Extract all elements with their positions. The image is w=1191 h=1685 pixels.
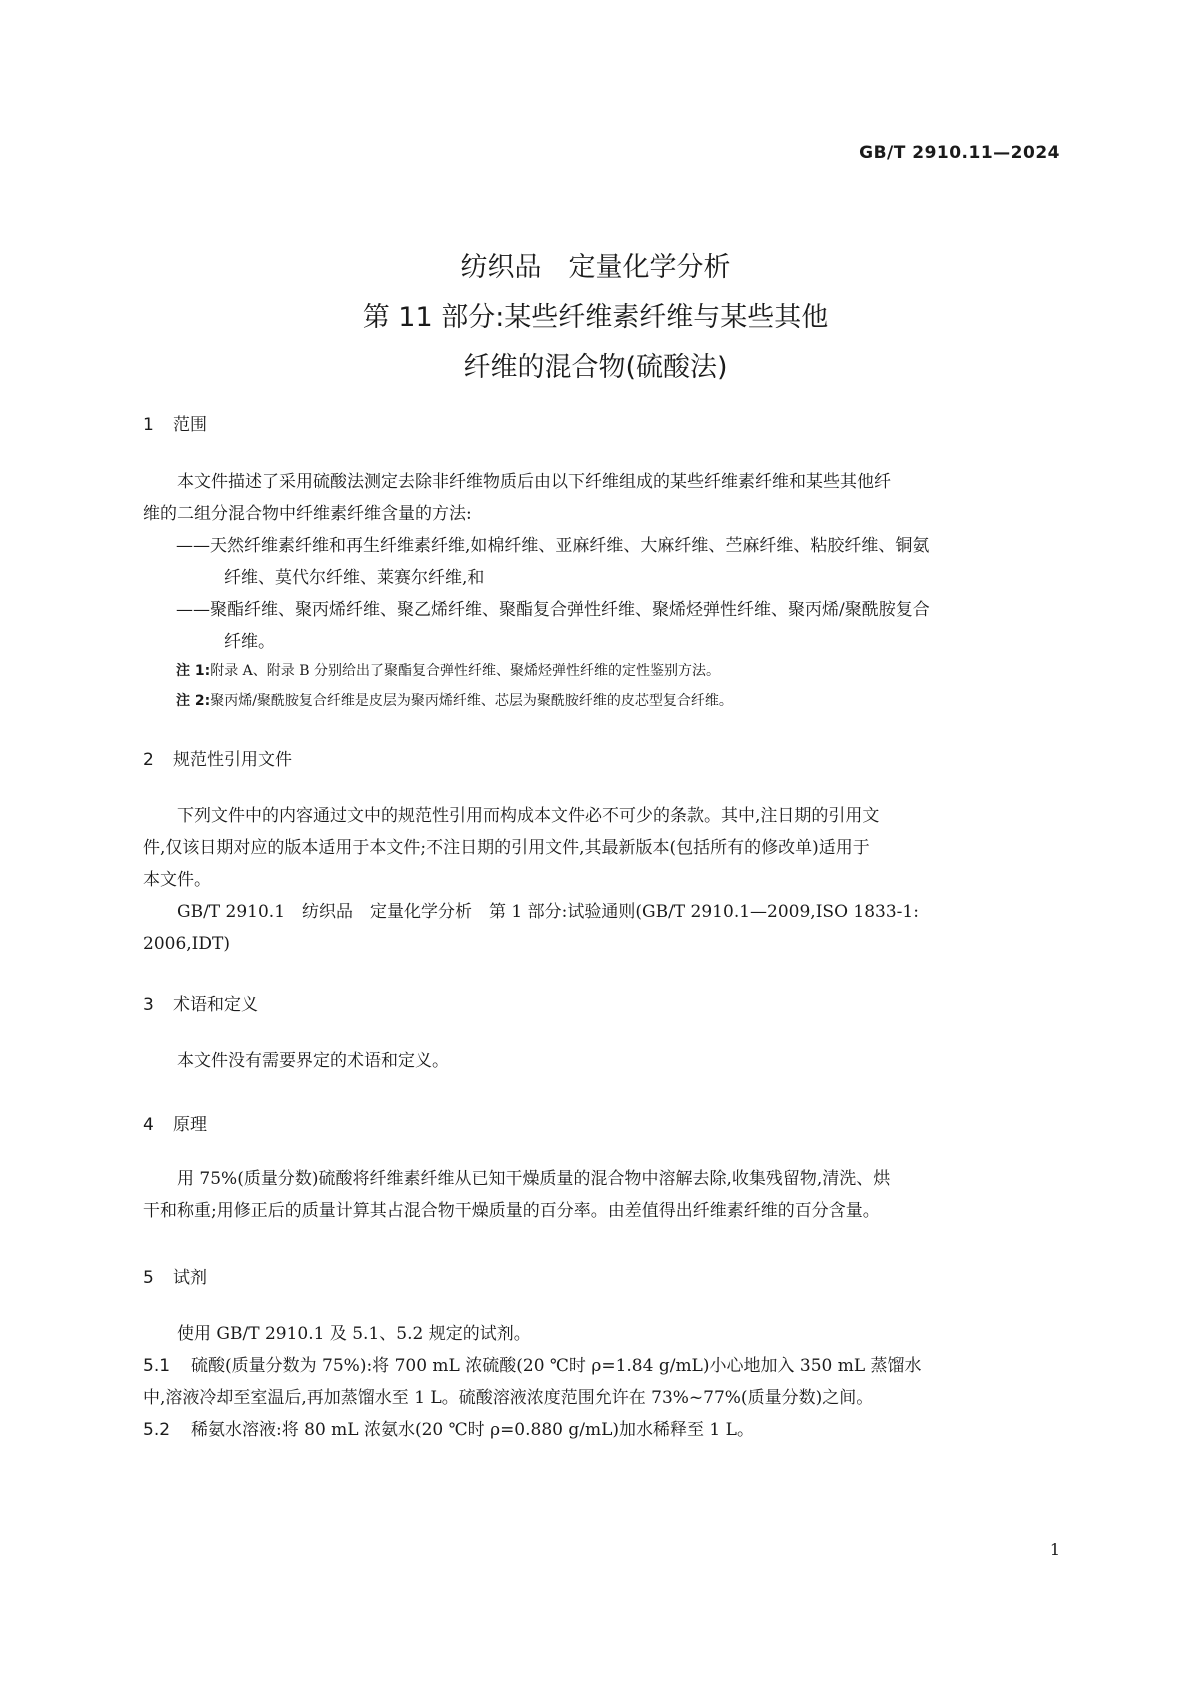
section-5-heading [143,1263,207,1288]
note-text: 聚丙烯/聚酰胺复合纤维是皮层为聚丙烯纤维、芯层为聚酰胺纤维的皮芯型复合纤维。 [210,693,733,709]
note-label: 注 1: [176,663,211,679]
note-1 [176,660,720,680]
paragraph-line: 本文件。 [143,870,211,890]
note-text: 附录 A、附录 B 分别给出了聚酯复合弹性纤维、聚烯烃弹性纤维的定性鉴别方法。 [210,663,720,679]
paragraph-line: 使用 GB/T 2910.1 及 5.1、5.2 规定的试剂。 [177,1324,531,1344]
title-line-3: 纤维的混合物(硫酸法) [463,352,728,383]
principle-paragraph [143,1163,1061,1227]
list-line: ——天然纤维素纤维和再生纤维素纤维,如棉纤维、亚麻纤维、大麻纤维、苎麻纤维、粘胶纤维、铜氨 [176,536,930,556]
subclause-line: 中,溶液冷却至室温后,再加蒸馏水至 1 L。硫酸溶液浓度范围允许在 73%~77%(质量分数)之间。 [143,1388,874,1408]
scope-list-item-1 [176,530,1061,594]
section-4-heading [143,1110,207,1135]
document-title [0,243,1191,393]
paragraph-line: 维的二组分混合物中纤维素纤维含量的方法: [143,504,472,524]
section-title: 范围 [173,415,207,435]
page-number: 1 [1049,1540,1060,1559]
paragraph-line: 用 75%(质量分数)硫酸将纤维素纤维从已知干燥质量的混合物中溶解去除,收集残留物,清洗、烘 [177,1169,891,1189]
reference-line: 2006,IDT) [143,934,230,954]
note-2 [176,690,733,710]
reference-line: GB/T 2910.1 纺织品 定量化学分析 第 1 部分:试验通则(GB/T 2910.1—2009,ISO 1833-1: [177,902,919,922]
paragraph-line: 下列文件中的内容通过文中的规范性引用而构成本文件必不可少的条款。其中,注日期的引用文 [177,806,880,826]
subclause-line: 硫酸(质量分数为 75%):将 700 mL 浓硫酸(20 ℃时 ρ=1.84 g/mL)小心地加入 350 mL 蒸馏水 [191,1356,922,1376]
section-number: 2 [143,750,154,770]
subclause-line: 稀氨水溶液:将 80 mL 浓氨水(20 ℃时 ρ=0.880 g/mL)加水稀释至 1 L。 [191,1420,754,1440]
paragraph-line: 干和称重;用修正后的质量计算其占混合物干燥质量的百分率。由差值得出纤维素纤维的百分含量。 [143,1201,880,1221]
list-line: ——聚酯纤维、聚丙烯纤维、聚乙烯纤维、聚酯复合弹性纤维、聚烯烃弹性纤维、聚丙烯/聚酰胺复合 [176,600,930,620]
section-number: 3 [143,995,154,1015]
section-number: 4 [143,1115,154,1135]
reagents-paragraph [143,1318,1061,1350]
section-title: 术语和定义 [173,995,258,1015]
terms-paragraph [143,1045,1061,1077]
list-line: 纤维。 [224,632,275,652]
standard-code: GB/T 2910.11—2024 [859,143,1060,163]
subclause-number: 5.1 [143,1356,171,1376]
reference-entry [143,896,1061,960]
normative-references-paragraph [143,800,1061,896]
section-2-heading [143,745,292,770]
paragraph-line: 本文件没有需要界定的术语和定义。 [177,1051,449,1071]
section-title: 原理 [173,1115,207,1135]
scope-list-item-2 [176,594,1061,658]
section-title: 规范性引用文件 [173,750,292,770]
subclause-5-1 [143,1350,1061,1414]
paragraph-line: 件,仅该日期对应的版本适用于本文件;不注日期的引用文件,其最新版本(包括所有的修改单)适用于 [143,838,870,858]
section-1-heading [143,410,207,435]
scope-paragraph [143,466,1061,530]
paragraph-line: 本文件描述了采用硫酸法测定去除非纤维物质后由以下纤维组成的某些纤维素纤维和某些其他纤 [177,472,891,492]
section-3-heading [143,990,258,1015]
section-number: 5 [143,1268,154,1288]
section-title: 试剂 [173,1268,207,1288]
list-line: 纤维、莫代尔纤维、莱赛尔纤维,和 [224,568,485,588]
section-number: 1 [143,415,154,435]
note-label: 注 2: [176,693,211,709]
title-line-1: 纺织品 定量化学分析 [460,252,731,283]
subclause-5-2 [143,1414,1061,1446]
subclause-number: 5.2 [143,1420,171,1440]
title-line-2: 第 11 部分:某些纤维素纤维与某些其他 [362,302,829,333]
